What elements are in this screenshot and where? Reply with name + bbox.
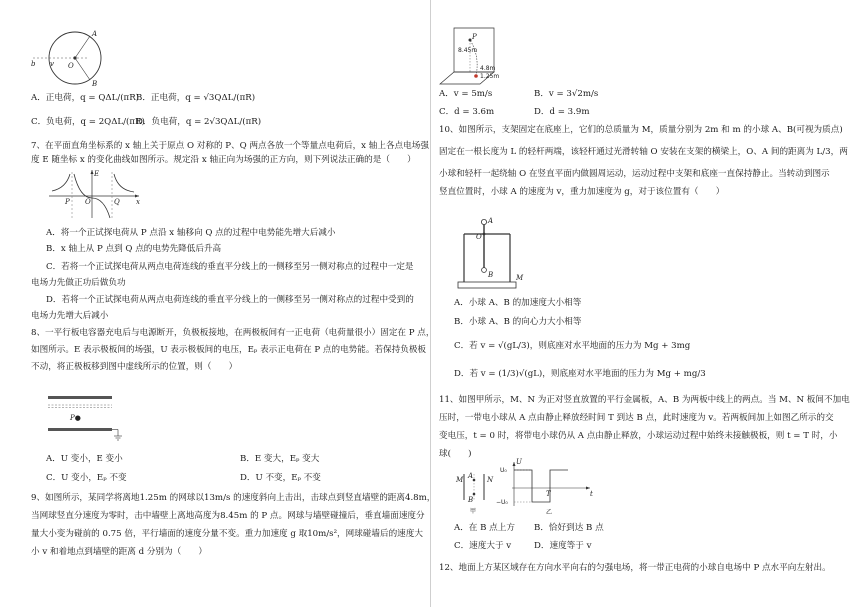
- q10-option-d: D．若 v = (1/3)√(gL)，则底座对水平地面的压力为 Mg + mg/3: [454, 369, 706, 379]
- q9-stem-line4: 小 v 和着地点到墙壁的距离 d 分别为（ ）: [31, 547, 207, 557]
- q7-stem-line2: 度 E 随坐标 x 的变化曲线如图所示。规定沿 x 轴正向为场强的正方向，则下列说法正确的是（ ）: [31, 155, 416, 165]
- q9-option-a: A．v = 5m/s: [439, 89, 493, 99]
- q9-option-d: D．d = 3.9m: [534, 107, 590, 117]
- q8-option-d: D．U 不变，Eₚ 不变: [240, 473, 321, 483]
- q11-stem-line3: 变电压，t = 0 时，将带电小球仍从 A 点由静止释放，小球运动过程中始终未接触极板，则 t = T 时，小: [439, 431, 838, 441]
- q12-stem-line1: 12、地面上方某区域存在方向水平向右的匀强电场，将一带正电荷的小球自电场中 P 点水平向左射出。: [439, 563, 831, 573]
- wall-point-p: P: [472, 33, 477, 41]
- figure-label-yi: 乙: [546, 509, 553, 516]
- axis-label-e: E: [94, 170, 100, 178]
- q11-option-d: D．速度等于 v: [534, 541, 592, 551]
- level-label-u0: U₀: [500, 467, 507, 474]
- q9-option-c: C．d = 3.6m: [439, 107, 495, 117]
- axis-label-u: U: [516, 458, 522, 466]
- fig-label-b2: B: [92, 80, 98, 88]
- point-label-a: A: [468, 472, 474, 480]
- left-column: [28, 0, 436, 607]
- figure-e-x-curve: [44, 168, 144, 220]
- q8-option-b: B．E 变大，Eₚ 变大: [240, 454, 320, 464]
- q8-stem-line2: 如图所示。E 表示极板间的场强，U 表示极板间的电压，Eₚ 表示正电荷在 P 点的电势能。若保持负极板: [31, 345, 427, 355]
- plate-label-n: N: [487, 476, 494, 484]
- ball-label-b: B: [488, 271, 494, 279]
- right-column: [436, 0, 850, 607]
- q8-stem-line1: 8、一平行板电容器充电后与电源断开，负极板接地，在两极板间有一正电荷（电荷量很小）固定在 P 点，: [31, 328, 435, 338]
- q6-option-a: A．正电荷，q = QΔL/(πR): [31, 93, 140, 103]
- figure-capacitor: [46, 394, 126, 444]
- figure-stand-rod: [454, 214, 524, 292]
- point-label-q: Q: [114, 198, 120, 206]
- q10-option-c: C．若 v = √(gL/3)，则底座对水平地面的压力为 Mg + 3mg: [454, 341, 691, 351]
- point-label-b: B: [468, 496, 474, 504]
- q9-stem-line1: 9、如图所示，某同学将离地1.25m 的网球以13m/s 的速度斜向上击出，击球点到竖直墙壁的距离4.8m，: [31, 493, 436, 503]
- q11-stem-line1: 11、如图甲所示，M、N 为正对竖直放置的平行金属板，A、B 为两板中线上的两点。当 M、N 板间不加电: [439, 395, 850, 405]
- fig-label-o: O: [68, 62, 74, 70]
- plate-label-m: M: [456, 476, 464, 484]
- point-label-o: O: [85, 198, 91, 206]
- q9-stem-line3: 量大小变为碰前的 0.75 倍，平行墙面的速度分量不变。重力加速度 g 取10m/s²，网球碰墙后的速度大: [31, 529, 423, 539]
- height-label-125: 1.25m: [480, 73, 500, 80]
- figure-wall-tennis: [436, 26, 506, 88]
- q10-stem-line1: 10、如图所示，支架固定在底座上，它们的总质量为 M，质量分别为 2m 和 m 的小球 A、B(可视为质点): [439, 125, 843, 135]
- time-label-t: T: [546, 490, 551, 498]
- q11-option-c: C．速度大于 v: [454, 541, 512, 551]
- q8-option-a: A．U 变小，E 变小: [46, 454, 123, 464]
- q9-stem-line2: 当网球竖直分速度为零时，击中墙壁上离地高度为8.45m 的 P 点。网球与墙壁碰撞后，垂直墙面速度分: [31, 511, 425, 521]
- figure-plates-and-voltage: [450, 458, 600, 516]
- q10-option-b: B．小球 A、B 的向心力大小相等: [454, 317, 582, 327]
- q6-option-c: C．负电荷，q = 2QΔL/(πR): [31, 117, 145, 127]
- q7-option-d-line1: D．若将一个正试探电荷从两点电荷连线的垂直平分线上的一侧移至另一侧对称点的过程中受到的: [46, 295, 414, 305]
- q10-stem-line4: 竖直位置时，小球 A 的速度为 v，重力加速度为 g，对于该位置有（ ）: [439, 187, 725, 197]
- q8-option-c: C．U 变小，Eₚ 不变: [46, 473, 127, 483]
- height-label-845: 8.45m: [458, 47, 478, 54]
- q7-option-a: A．将一个正试探电荷从 P 点沿 x 轴移向 Q 点的过程中电势能先增大后减小: [46, 228, 336, 238]
- q11-stem-line4: 球( ): [439, 449, 472, 459]
- figure-label-jia: 甲: [470, 508, 477, 515]
- q8-stem-line3: 不动，将正极板移到图中虚线所示的位置，则（ ）: [31, 362, 238, 372]
- distance-label-48: 4.8m: [480, 65, 496, 72]
- q10-option-a: A．小球 A、B 的加速度大小相等: [454, 298, 582, 308]
- axis-label-o: O: [476, 233, 482, 241]
- q7-option-c-line1: C．若将一个正试探电荷从两点电荷连线的垂直平分线上的一侧移至另一侧对称点的过程中一定是: [46, 262, 414, 272]
- ball-label-a: A: [488, 217, 494, 225]
- q6-option-d: D．负电荷，q = 2√3QΔL/(πR): [136, 117, 262, 127]
- fig-label-b: b: [31, 60, 36, 68]
- q10-stem-line3: 小球和轻杆一起绕轴 O 在竖直平面内做圆周运动，运动过程中支架和底座一直保持静止。当转动到图示: [439, 169, 830, 179]
- q11-option-b: B．恰好到达 B 点: [534, 523, 604, 533]
- mass-label-m: M: [516, 274, 524, 282]
- q7-option-c-line2: 电场力先做正功后做负功: [31, 278, 126, 288]
- level-label-neg-u0: −U₀: [496, 499, 508, 506]
- point-label-p: P: [65, 198, 70, 206]
- q11-option-a: A．在 B 点上方: [454, 523, 515, 533]
- q7-option-b: B．x 轴上从 P 点到 Q 点的电势先降低后升高: [46, 244, 222, 254]
- q11-stem-line2: 压时，一带电小球从 A 点由静止释放经时间 T 到达 B 点，此时速度为 v。若两板间加上如图乙所示的交: [439, 413, 834, 423]
- q7-stem-line1: 7、在平面直角坐标系的 x 轴上关于原点 O 对称的 P、Q 两点各放一个等量点电荷后，x 轴上各点电场强: [31, 141, 429, 151]
- q9-option-b: B．v = 3√2m/s: [534, 89, 599, 99]
- axis-label-t: t: [590, 490, 593, 498]
- q7-option-d-line2: 电场力先增大后减小: [31, 311, 109, 321]
- fig-label-a: A: [92, 30, 98, 38]
- q6-option-b: B．正电荷，q = √3QΔL/(πR): [136, 93, 256, 103]
- figure-circle-charge: [28, 28, 128, 86]
- point-label-p-charge: P●: [70, 414, 81, 422]
- axis-label-x: x: [136, 198, 140, 206]
- column-divider: [430, 0, 431, 607]
- q10-stem-line2: 固定在一根长度为 L 的轻杆两端，该轻杆通过光滑转轴 O 安装在支架的横梁上，O、A 间的距离为 L/3，两: [439, 147, 848, 157]
- fig-label-v: v: [50, 60, 54, 68]
